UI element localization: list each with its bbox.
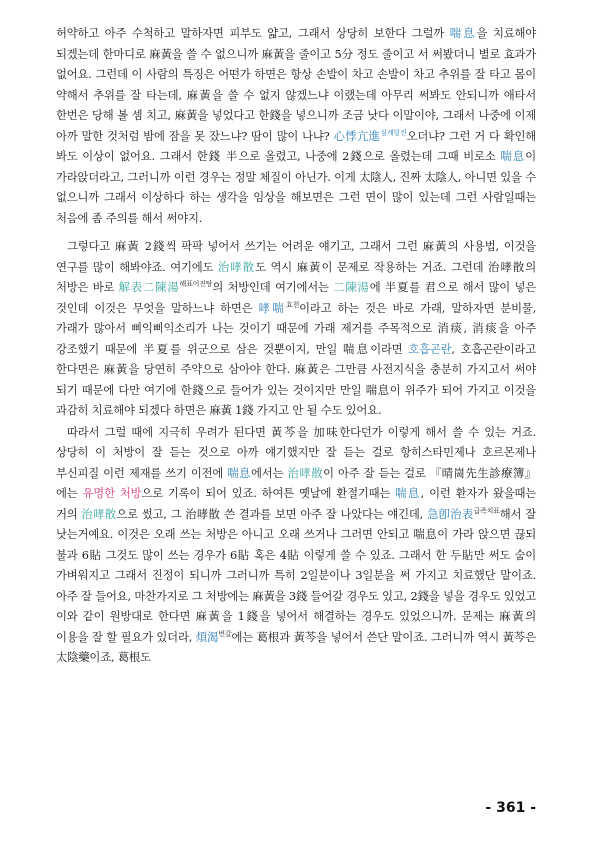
text-run: 이라고 하는 것은 바로 가래, 말하자면 분비물, 가래가 많아서 삐익삐익소리가 나는 것이기 때문에 가래 제거를 주목적으로 消痰, 消痰을 아주 강조했기 때문에 半夏를 위군으로 삼은 것뿐이지, 만일 喘息이라면: [56, 300, 536, 356]
text-run: 도 역시 麻黃이 문제로 작용하는 거죠. 그런데 治哮散의 처방은 바로: [56, 259, 537, 294]
highlighted-term: 解表二陳湯: [118, 280, 180, 294]
highlighted-term: 急卽治表: [426, 506, 474, 521]
highlighted-term: 번갈: [218, 629, 232, 638]
paragraph: [56, 236, 536, 421]
text-run: 이 가라앉더라고, 그러니까 이런 경우는 정말 체질이 아닌가. 이게 太陰人, 진짜 太陰人, 아니면 있을 수 없으니까 그래서 이상하다 하는 생각을 임상을 해보면은 그런 면이 많이 있는데 그런 사람일때는 처음에 좀 주의를 해서 써야지.: [56, 149, 536, 225]
text-run: 에는 葛根과 黃芩을 넣어서 쓴단 말이죠. 그러니까 역시 黃芩은 太陰藥이죠, 葛根도: [56, 629, 537, 664]
highlighted-term: 喘息: [395, 486, 421, 500]
paragraph: [56, 422, 536, 668]
highlighted-term: 호흡곤란: [408, 341, 452, 356]
text-run: 으로 썼고, 그 治哮散 쓴 결과를 보면 아주 잘 나았다는 얘긴데,: [116, 506, 427, 521]
body-text: [56, 23, 536, 668]
text-run: 에 半夏를 君으로 해서 많이 넣은 것인데 이것은 무엇을 말하느냐 하면은: [56, 280, 536, 315]
text-run: 의 처방인데 여기에서는: [212, 280, 334, 294]
highlighted-term: 喘息: [500, 149, 526, 163]
text-run: , 호흡곤란이라고 한다면은 麻黃을 당연히 주약으로 삼아야 한다. 麻黃은 그만큼 사전지식을 충분히 가지고서 써야 되기 때문에 다만 여기에 한錢으로 들어가 있는 것이지만 만일 喘息이 위주가 되어 가지고 이것을 과감히 치료해야 되겠다 하면은 麻黃 1錢 가지고 안 될 수도 있어요.: [56, 341, 536, 417]
text-run: 이 아주 잘 듣는 걸로 『晴崗先生診療簿』에는: [56, 465, 536, 500]
highlighted-term: 心悸亢進: [333, 128, 381, 143]
text-run: 그렇다고 麻黃 2錢씩 팍팍 넣어서 쓰기는 어려운 얘기고, 그래서 그런 麻黃의 사용법, 이것을 연구를 많이 해봐야죠. 여기에도: [56, 239, 536, 274]
highlighted-term: 효천: [286, 300, 300, 309]
paragraph: [56, 23, 536, 228]
highlighted-term: 해표이진탕: [179, 280, 213, 289]
text-run: 따라서 그럴 때에 지극히 우려가 된다면 黃芩을 加味한다던가 이렇게 해서 쓸 수 있는 거죠. 상당히 이 처방이 잘 듣는 것으로 아까 얘기했지만 잘 듣는 걸로 항히스타민제나 호르몬제나 부신피질 이런 제재를 쓰기 이전에: [56, 424, 536, 480]
text-run: 에서는: [251, 465, 288, 480]
highlighted-term: 급즉치표: [473, 506, 500, 515]
highlighted-term: 유명한 처방: [82, 486, 142, 500]
highlighted-term: 治哮散: [217, 259, 256, 274]
highlighted-term: 심계항진: [380, 128, 407, 137]
highlighted-term: 喘息: [227, 465, 252, 480]
text-run: , 이런 환자가 왔을때는 거의: [56, 486, 536, 521]
text-run: 을 치료해야 되겠는데 한마디로 麻黃을 쓸 수 없으니까 麻黃을 줄이고 5分 정도 줄이고 서 써봤더니 별로 효과가 없어요. 그런데 이 사람의 특징은 어떤가 하면은 항상 손발이 차고 손발이 차고 추위를 잘 타고 몸이 약해서 추위를 잘 타는데, 麻黃을 쓸 수 없지 않겠느냐 이랬는데 아무리 써봐도 안되니까 애타서 한번은 당해 볼 셈 치고, 麻黃을 넣었다고 한錢을 넣으니까 조금 낫다 이말이야, 그래서 나중에 이제 아까 말한 것처럼 밤에 잠을 못 잤느냐? 땀이 많이 나냐?: [56, 26, 536, 143]
text-run: 으로 기록이 되어 있죠. 하여튼 옛날에 환절기때는: [141, 486, 396, 500]
highlighted-term: 哮喘: [258, 300, 287, 315]
highlighted-term: 二陳湯: [333, 280, 370, 294]
highlighted-term: 煩渴: [195, 629, 219, 644]
highlighted-term: 喘息: [449, 26, 477, 40]
text-run: 오더냐? 그런 거 다 확인해 봐도 이상이 없어요. 그래서 한錢 半으로 올렸고, 나중에 2錢으로 올렸는데 그때 비로소: [56, 128, 536, 163]
text-run: 해서 잘 낫는거예요. 이것은 오래 쓰는 처방은 아니고 오래 쓰거나 그러면 안되고 喘息이 가라 앉으면 끊되 불과 6貼 그것도 많이 쓰는 경우가 6貼 혹은 4貼 이렇게 쓸 수 있죠. 그래서 한 두貼만 써도 숨이 가벼워지고 그래서 진정이 되니까 그러니까 특히 2일분이나 3일분을 써 가지고 치료했단 말이죠. 아주 잘 들어요, 마찬가지로 그 처방에는 麻黃을 3錢 들어갈 경우도 있고, 2錢을 넣을 경우도 있었고 이와 같이 원방대로 한다면 麻黃을 1錢을 넣어서 해결하는 경우도 있었으니까. 문제는 麻黃의 이용을 잘 할 필요가 있더라,: [56, 506, 536, 644]
page-number: - 361 -: [485, 800, 536, 816]
highlighted-term: 治哮散: [287, 465, 324, 480]
text-run: 허약하고 아주 수척하고 말하자면 피부도 얇고, 그래서 상당히 보한다 그럴까: [56, 26, 450, 40]
highlighted-term: 治哮散: [81, 506, 117, 521]
